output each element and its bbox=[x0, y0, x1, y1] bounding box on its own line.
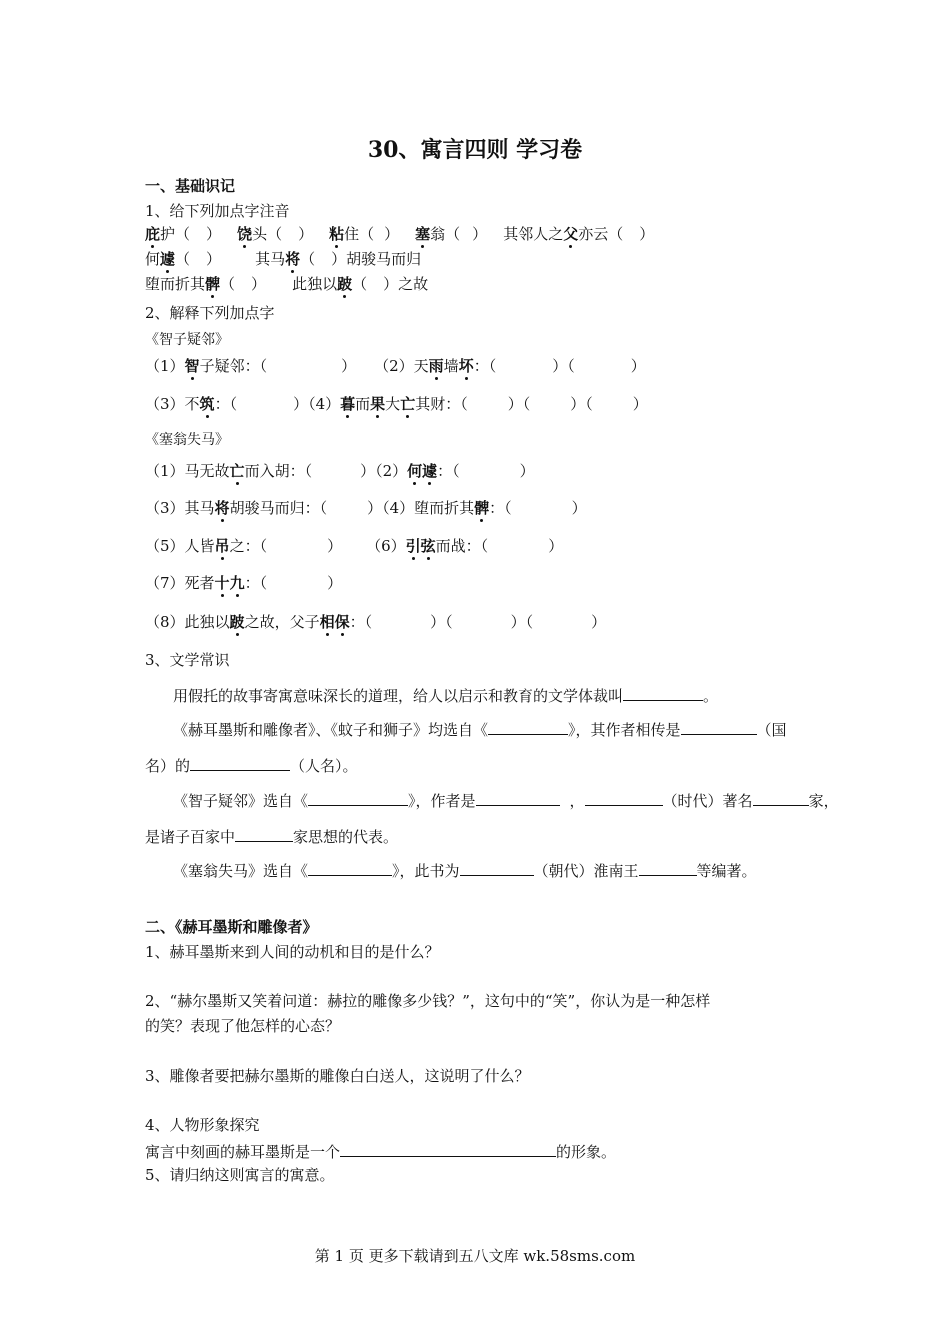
dotted-char: 吊 bbox=[214, 537, 230, 555]
dotted-char: 果 bbox=[370, 395, 386, 413]
q3-label: 3、文学常识 bbox=[145, 651, 230, 669]
answer-blank[interactable] bbox=[308, 789, 408, 806]
q3-line-1: 用假托的故事寄寓意味深长的道理，给人以启示和教育的文学体裁叫 。 bbox=[173, 684, 718, 706]
saiweng-line-2: （3）其马将胡骏马而归：（ ）（4）堕而折其髀：（ ） bbox=[145, 499, 587, 517]
dotted-char: 九 bbox=[229, 574, 245, 592]
answer-blank[interactable] bbox=[681, 718, 757, 735]
q1-label: 1、给下列加点字注音 bbox=[145, 202, 290, 220]
dotted-char: 父 bbox=[563, 225, 579, 243]
section2-heading: 二、《赫耳墨斯和雕像者》 bbox=[145, 918, 318, 936]
saiweng-line-3: （5）人皆吊之：（ ） （6）引弦而战：（ ） bbox=[145, 537, 564, 555]
answer-blank[interactable] bbox=[460, 859, 534, 876]
dotted-char: 遽 bbox=[160, 250, 176, 268]
answer-blank[interactable] bbox=[308, 859, 392, 876]
s2-q2-line-1: 2、“赫尔墨斯又笑着问道：赫拉的雕像多少钱？”，这句中的“笑”，你认为是一种怎样 bbox=[145, 992, 711, 1010]
zhizi-line-1: （1）智子疑邻：（ ） （2）天雨墙坏：（ ）（ ） bbox=[145, 357, 646, 375]
q2-label: 2、解释下列加点字 bbox=[145, 304, 275, 322]
q3-line-5: 是诸子百家中 家思想的代表。 bbox=[145, 825, 398, 847]
page-footer: 第 1 页 更多下载请到五八文库 wk.58sms.com bbox=[314, 1247, 636, 1265]
dotted-char: 遽 bbox=[422, 462, 438, 480]
answer-blank[interactable] bbox=[639, 859, 697, 876]
dotted-char: 亡 bbox=[229, 462, 245, 480]
dotted-char: 髀 bbox=[205, 275, 221, 293]
answer-blank[interactable] bbox=[190, 754, 290, 771]
dotted-char: 智 bbox=[184, 357, 200, 375]
saiweng-line-4: （7）死者十九：（ ） bbox=[145, 574, 343, 592]
page-title: 30、寓言四则 学习卷 bbox=[367, 137, 583, 163]
s2-q4-line: 寓言中刻画的赫耳墨斯是一个 的形象。 bbox=[145, 1140, 616, 1162]
dotted-char: 庇 bbox=[145, 225, 161, 243]
dotted-char: 将 bbox=[285, 250, 301, 268]
dotted-char: 引 bbox=[405, 537, 421, 555]
dotted-char: 髀 bbox=[474, 499, 490, 517]
q3-line-2: 《赫耳墨斯和雕像者》、《蚊子和狮子》均选自《 》，其作者相传是 （国 bbox=[173, 718, 787, 740]
dotted-char: 相 bbox=[319, 613, 335, 631]
dotted-char: 十 bbox=[214, 574, 230, 592]
q3-line-3: 名）的 （人名）。 bbox=[145, 754, 358, 776]
q1-row3: 堕而折其髀（ ） 此独以跛（ ）之故 bbox=[145, 275, 429, 293]
dotted-char: 将 bbox=[214, 499, 230, 517]
dotted-char: 坏 bbox=[458, 357, 474, 375]
saiweng-line-1: （1）马无故亡而入胡：（ ）（2）何遽：（ ） bbox=[145, 462, 535, 480]
dotted-char: 暮 bbox=[340, 395, 356, 413]
saiweng-title: 《塞翁失马》 bbox=[145, 432, 229, 448]
answer-blank[interactable] bbox=[488, 718, 568, 735]
answer-blank[interactable] bbox=[585, 789, 663, 806]
q1-row1: 庇护（ ） 饶头（ ） 粘住（ ） 塞翁（ ） 其邻人之父亦云（ ） bbox=[145, 225, 655, 243]
answer-blank[interactable] bbox=[476, 789, 560, 806]
dotted-char: 亡 bbox=[400, 395, 416, 413]
section1-heading: 一、基础识记 bbox=[145, 177, 236, 195]
q1-row2: 何遽（ ） 其马将（ ）胡骏马而归 bbox=[145, 250, 422, 268]
saiweng-line-5: （8）此独以跛之故，父子相保：（ ）（ ）（ ） bbox=[145, 613, 607, 631]
answer-blank[interactable] bbox=[753, 789, 809, 806]
dotted-char: 塞 bbox=[415, 225, 431, 243]
dotted-char: 粘 bbox=[329, 225, 345, 243]
answer-blank[interactable] bbox=[340, 1140, 556, 1157]
dotted-char: 何 bbox=[407, 462, 423, 480]
s2-q4-label: 4、人物形象探究 bbox=[145, 1116, 260, 1134]
dotted-char: 筑 bbox=[199, 395, 215, 413]
dotted-char: 雨 bbox=[428, 357, 444, 375]
s2-q3: 3、雕像者要把赫尔墨斯的雕像白白送人，这说明了什么？ bbox=[145, 1067, 530, 1085]
dotted-char: 跛 bbox=[229, 613, 245, 631]
answer-blank[interactable] bbox=[623, 684, 703, 701]
s2-q2-line-2: 的笑？表现了他怎样的心态？ bbox=[145, 1017, 341, 1035]
zhizi-title: 《智子疑邻》 bbox=[145, 332, 229, 348]
s2-q1: 1、赫耳墨斯来到人间的动机和目的是什么？ bbox=[145, 943, 440, 961]
answer-blank[interactable] bbox=[235, 825, 293, 842]
dotted-char: 跛 bbox=[337, 275, 353, 293]
zhizi-line-2: （3）不筑：（ ）（4）暮而果大亡其财：（ ）（ ）（ ） bbox=[145, 395, 648, 413]
dotted-char: 保 bbox=[334, 613, 350, 631]
dotted-char: 饶 bbox=[237, 225, 253, 243]
dotted-char: 弦 bbox=[420, 537, 436, 555]
q3-line-4: 《智子疑邻》选自《 》，作者是 ， （时代）著名 家， bbox=[173, 789, 839, 811]
s2-q5: 5、请归纳这则寓言的寓意。 bbox=[145, 1166, 335, 1184]
q3-line-6: 《塞翁失马》选自《 》，此书为 （朝代）淮南王 等编著。 bbox=[173, 859, 757, 881]
